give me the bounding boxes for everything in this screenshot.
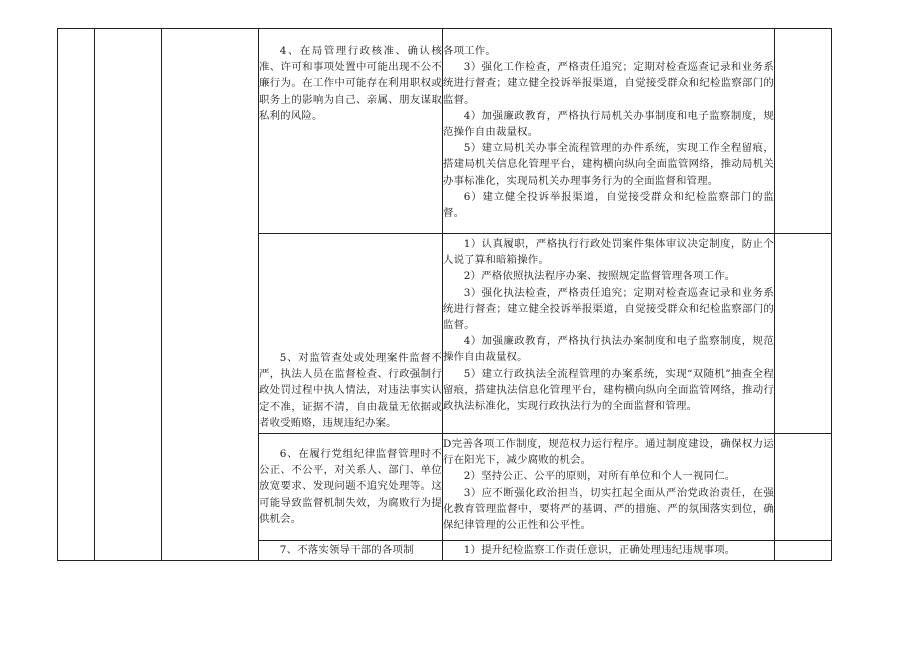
risk-text: 7、不落实领导干部的各项制 xyxy=(279,544,414,556)
responsible-cell xyxy=(775,234,832,434)
measure-text: 3）强化工作检查，严格责任追究；定期对检查巡查记录和业务系统进行督查；建立健全投诉举报渠道，自觉接受群众和纪检监察部门的监督。 xyxy=(443,61,774,106)
measure-text: 5）建立行政执法全流程管理的办案系统，实现“双随机”抽查全程留痕，搭建执法信息化管理平台，建构横向纵向全面监管网络，推动行政执法标准化，实现行政执法行为的全面监督和管理。 xyxy=(443,367,774,413)
responsible-cell xyxy=(775,29,832,234)
table-row xyxy=(58,29,832,234)
measure-text: D完善各项工作制度，规范权力运行程序。通过制度建设，确保权力运行在阳光下，减少腐败的机会。 xyxy=(443,438,774,467)
measure-text: 4）加强廉政教育，严格执行执法办案制度和电子监察制度，规范操作自由裁量权。 xyxy=(443,335,774,364)
post-cell xyxy=(162,29,259,561)
responsible-cell xyxy=(775,541,832,561)
risk-control-table xyxy=(57,28,832,561)
measure-text: 5）建立局机关办事全流程管理的办件系统，实现工作全程留痕，搭建局机关信息化管理平台，建构横向纵向全面监管网络，推动局机关办事标准化，实现局机关办理事务行为的全面监督和管理。 xyxy=(443,142,774,187)
measure-text: 3）应不断强化政治担当，切实扛起全面从严治党政治责任，在强化教育管理监督中，要将严的基调、严的措施、严的氛围落实到位，确保纪律管理的公正性和公平性。 xyxy=(443,486,774,532)
risk-text: 6、在履行党组纪律监督管理时不公正、不公平，对关系人、部门、单位放宽要求、发现问题不追究处理等。这可能导致监督机制失效，为腐败行为提供机会。 xyxy=(259,448,442,525)
risk-point-cell xyxy=(259,234,443,434)
measures-cell xyxy=(443,29,775,234)
measures-cell xyxy=(443,234,775,434)
responsible-cell xyxy=(775,434,832,541)
measure-text: 4）加强廉政教育，严格执行局机关办事制度和电子监察制度，规范操作自由裁量权。 xyxy=(443,109,774,139)
measures-cell xyxy=(443,541,775,561)
measure-text: 6）建立健全投诉举报渠道，自觉接受群众和纪检监察部门的监督。 xyxy=(443,190,774,220)
risk-text: 4、在局管理行政核准、确认核准、许可和事项处置中可能出现不公不廉行为。在工作中可能存在利用职权或职务上的影响为自己、亲属、朋友谋取私利的风险。 xyxy=(259,45,442,122)
category-cell xyxy=(95,29,162,561)
measure-text: 2）坚持公正、公平的原则，对所有单位和个人一视同仁。 xyxy=(463,470,736,483)
risk-text: 5、对监管查处或处理案件监督不严，执法人员在监督检查、行政强制行政处罚过程中执人情法，对违法事实认定不准，证据不清，自由裁量无依据或者收受贿赂，违规违纪办案。 xyxy=(259,351,442,429)
measures-cell xyxy=(443,434,775,541)
risk-point-cell xyxy=(259,541,443,561)
risk-point-cell xyxy=(259,434,443,541)
measure-text: 1）认真履职，严格执行行政处罚案件集体审议决定制度，防止个人说了算和暗箱操作。 xyxy=(443,238,774,267)
measure-text: 2）严格依照执法程序办案、按照规定监督管理各项工作。 xyxy=(463,270,736,283)
risk-point-cell xyxy=(259,29,443,234)
measure-text: 3）强化执法检查，严格责任追究；定期对检查巡查记录和业务系统进行督查；建立健全投诉举报渠道，自觉接受群众和纪检监察部门的监督。 xyxy=(443,286,774,332)
measure-text: 1）提升纪检监察工作责任意识，正确处理违纪违规事项。 xyxy=(463,544,736,556)
measure-text: 各项工作。 xyxy=(443,45,496,57)
index-cell xyxy=(58,29,95,561)
